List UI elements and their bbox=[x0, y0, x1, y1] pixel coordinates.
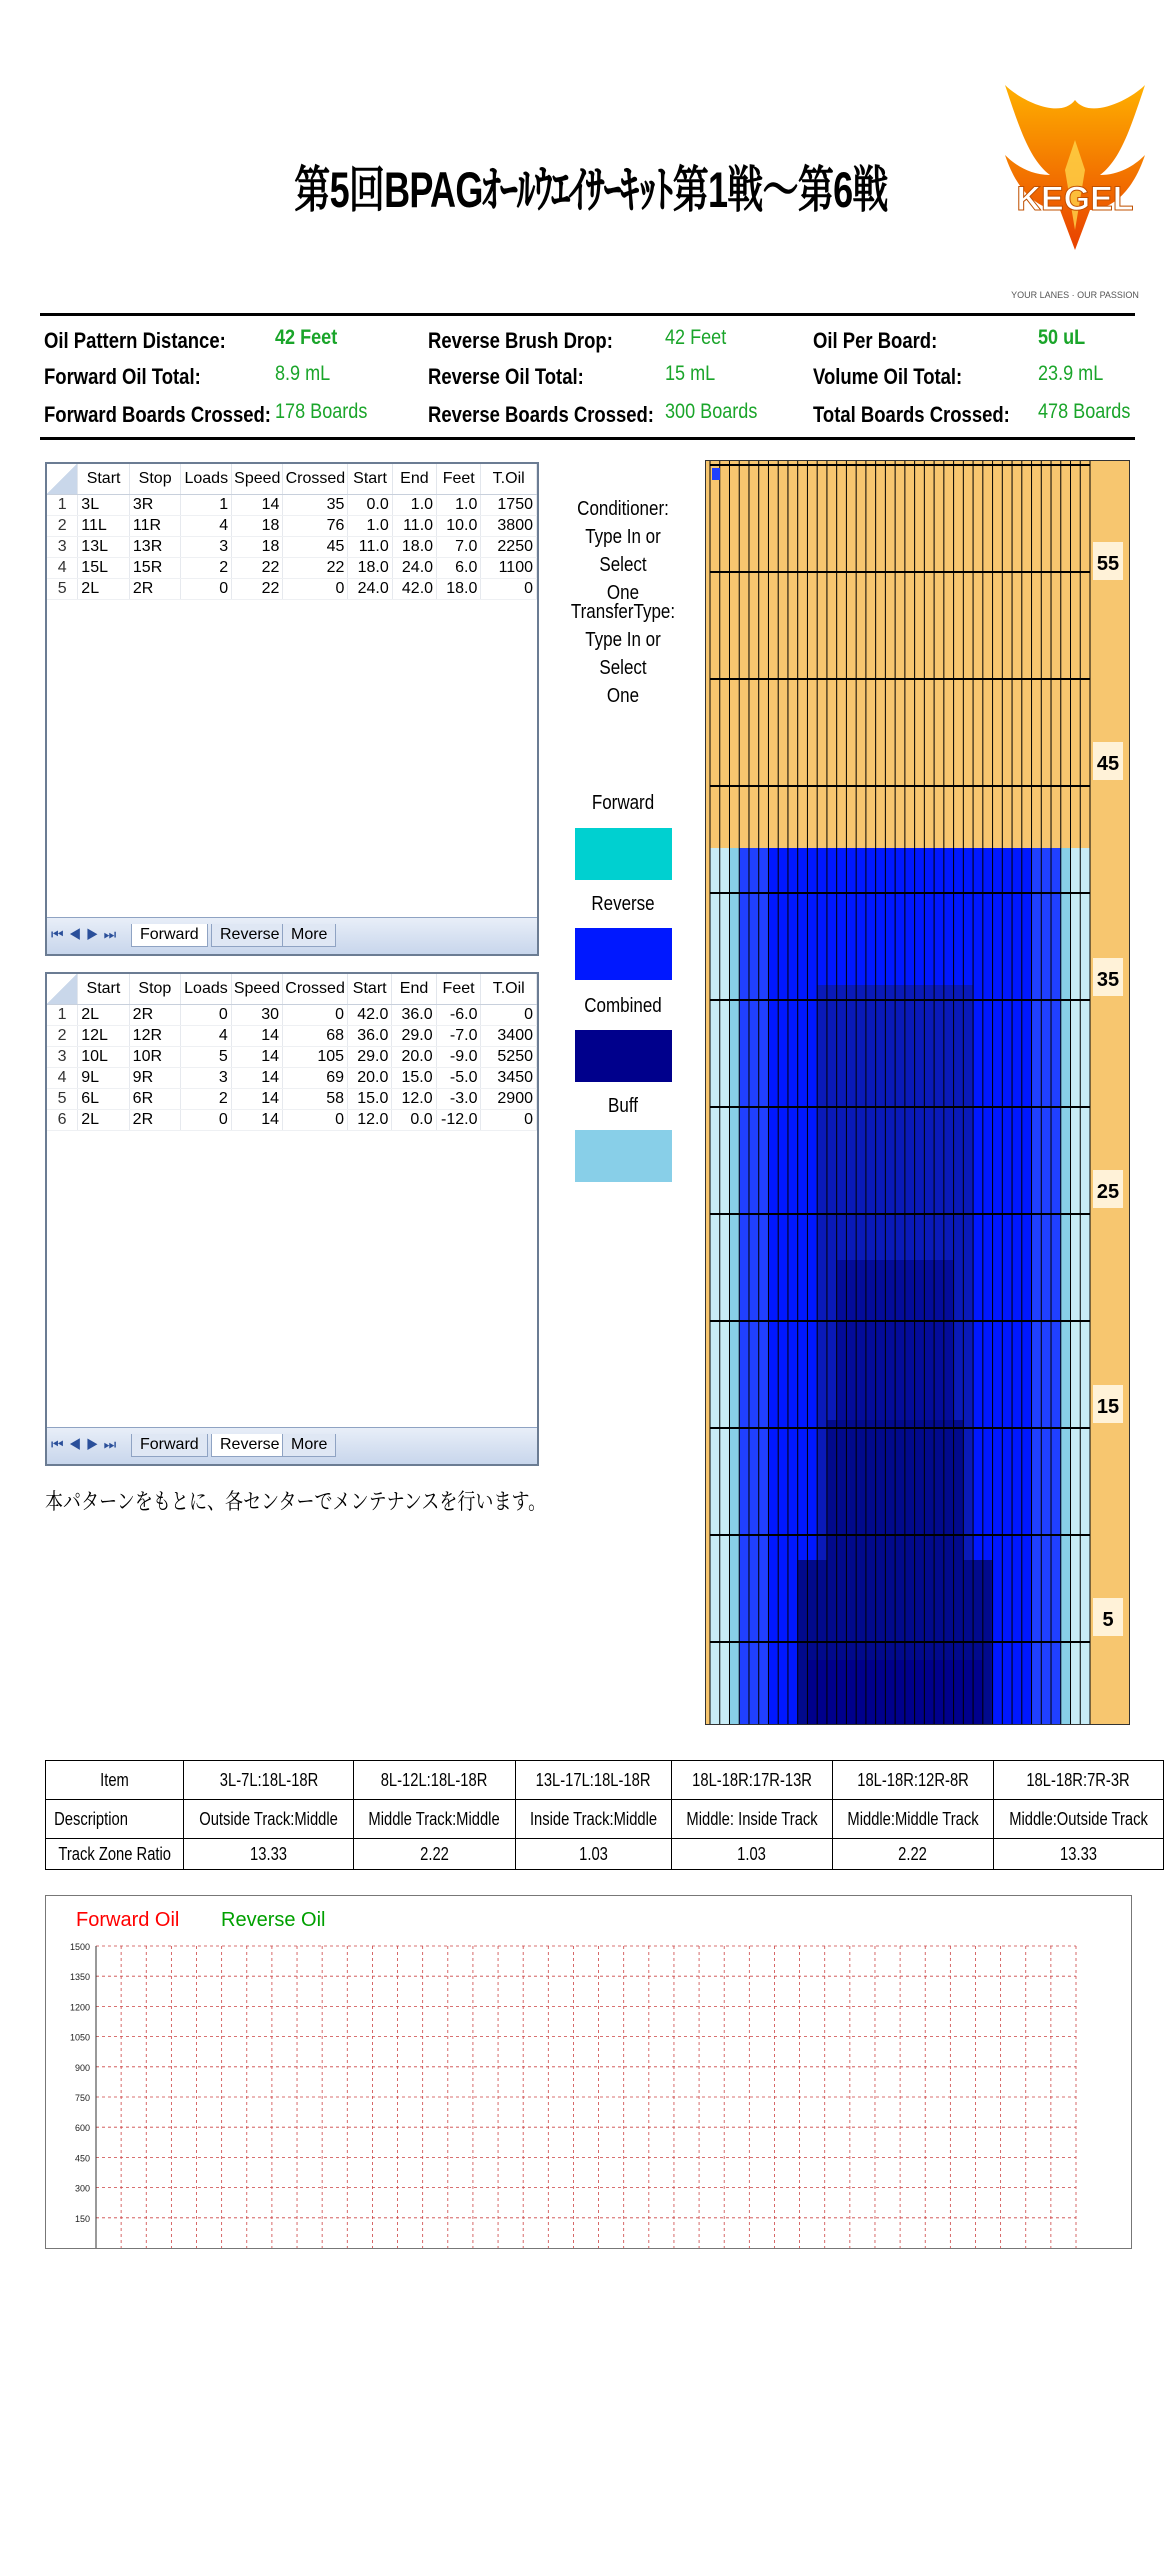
column-header[interactable]: Feet bbox=[436, 974, 481, 1005]
table-cell[interactable]: 2900 bbox=[481, 1089, 537, 1110]
table-cell[interactable]: 11.0 bbox=[392, 516, 436, 537]
column-header[interactable]: T.Oil bbox=[481, 974, 537, 1005]
table-cell[interactable]: 2 bbox=[181, 1089, 232, 1110]
table-header-row bbox=[47, 464, 537, 495]
table-cell[interactable]: 0 bbox=[283, 1110, 348, 1131]
column-header[interactable]: End bbox=[392, 464, 436, 495]
table-cell[interactable]: 2L bbox=[78, 579, 130, 600]
table-row[interactable] bbox=[47, 1110, 537, 1131]
table-cell[interactable]: 24.0 bbox=[392, 558, 436, 579]
conditioner-value: Type In or Select bbox=[585, 526, 661, 576]
table-cell[interactable]: 22 bbox=[232, 579, 283, 600]
forward-boards-crossed-value: 178 Boards bbox=[275, 400, 368, 423]
table-cell[interactable]: 18 bbox=[232, 537, 283, 558]
table-cell[interactable]: 5 bbox=[181, 1047, 232, 1068]
sheet-nav-arrows-icon[interactable]: ⏮◀▶⏭ bbox=[51, 926, 122, 942]
ratio-cell: Outside Track:Middle bbox=[199, 1808, 339, 1829]
maintenance-note: 本パターンをもとに、各センターでメンテナンスを行います。 bbox=[45, 1489, 547, 1514]
y-tick-label: 450 bbox=[74, 2153, 90, 2164]
legend-forward-swatch bbox=[575, 828, 672, 880]
table-cell[interactable]: 3400 bbox=[481, 1026, 537, 1047]
lane-distance-marker: 15 bbox=[1096, 1396, 1120, 1418]
kegel-logo bbox=[1000, 80, 1150, 305]
table-cell[interactable]: 14 bbox=[231, 1047, 282, 1068]
table-cell[interactable]: 2L bbox=[78, 1005, 129, 1026]
tab-reverse[interactable]: Reverse bbox=[211, 924, 289, 947]
oil-board bbox=[729, 848, 739, 1725]
lane-origin-marker bbox=[712, 468, 720, 480]
track-zone-ratio-table bbox=[45, 1760, 1164, 1870]
tab-forward[interactable]: Forward bbox=[131, 924, 208, 947]
table-row[interactable] bbox=[47, 1005, 537, 1026]
ratio-cell-box bbox=[993, 1761, 1163, 1800]
ratio-cell-box bbox=[46, 1800, 184, 1839]
table-cell[interactable]: 3L bbox=[78, 495, 130, 516]
table-cell[interactable]: 1100 bbox=[481, 558, 537, 579]
ratio-cell: 18L-18R:17R-13R bbox=[691, 1769, 812, 1790]
ratio-row bbox=[46, 1839, 1164, 1870]
column-header[interactable]: Speed bbox=[231, 974, 282, 1005]
ratio-cell-box bbox=[832, 1761, 993, 1800]
table-cell[interactable]: 4 bbox=[181, 1026, 232, 1047]
table-cell[interactable]: 3 bbox=[181, 1068, 232, 1089]
table-cell[interactable]: 14 bbox=[231, 1089, 282, 1110]
table-cell[interactable]: -7.0 bbox=[436, 1026, 481, 1047]
ratio-cell-box bbox=[184, 1839, 354, 1870]
y-tick-label: 1500 bbox=[69, 1942, 90, 1952]
table-cell[interactable]: 20.0 bbox=[392, 1047, 436, 1068]
table-cell[interactable]: 11.0 bbox=[348, 537, 392, 558]
reverse-boards-crossed-label: Reverse Boards Crossed: bbox=[428, 402, 654, 427]
y-tick-label: 1050 bbox=[69, 2032, 90, 2043]
table-cell[interactable]: 15.0 bbox=[348, 1089, 392, 1110]
oil-board bbox=[1002, 848, 1012, 1725]
reverse-brush-drop-label: Reverse Brush Drop: bbox=[428, 328, 613, 353]
table-cell[interactable]: 30 bbox=[231, 1005, 282, 1026]
page-title: 第5回BPAGｵｰﾙｳｴｲｻｰｷｯﾄ第1戦～第6戦 bbox=[294, 162, 888, 218]
sheet-tabs bbox=[47, 917, 537, 954]
table-cell[interactable]: 3450 bbox=[481, 1068, 537, 1089]
table-cell[interactable]: 68 bbox=[283, 1026, 348, 1047]
table-cell[interactable]: 35 bbox=[283, 495, 348, 516]
table-row[interactable] bbox=[47, 579, 537, 600]
row-number: 2 bbox=[47, 1026, 78, 1047]
ratio-row bbox=[46, 1761, 1164, 1800]
oil-chart-svg bbox=[46, 1896, 1131, 2248]
legend-reverse-oil: Reverse Oil bbox=[221, 1909, 326, 1931]
transfer-type-value: Type In or Select bbox=[585, 629, 661, 679]
table-cell[interactable]: 42.0 bbox=[348, 1005, 392, 1026]
header-rule-bottom bbox=[40, 437, 1135, 440]
table-cell[interactable]: 0 bbox=[181, 1110, 232, 1131]
table-row[interactable] bbox=[47, 495, 537, 516]
oil-board bbox=[1012, 848, 1022, 1725]
table-cell[interactable]: 6L bbox=[78, 1089, 129, 1110]
transfer-type-block[interactable] bbox=[559, 598, 687, 710]
y-tick-label: 750 bbox=[74, 2093, 90, 2103]
lane-distance-marker: 5 bbox=[1102, 1609, 1114, 1631]
table-cell[interactable]: 0 bbox=[481, 1005, 537, 1026]
tab-more[interactable]: More bbox=[282, 1434, 336, 1457]
table-cell[interactable]: 14 bbox=[231, 1068, 282, 1089]
sheet-tabs bbox=[47, 1427, 537, 1464]
column-header[interactable]: Feet bbox=[437, 464, 481, 495]
column-header[interactable]: End bbox=[392, 974, 436, 1005]
lane-distance-marker: 25 bbox=[1096, 1181, 1120, 1203]
ratio-cell-box bbox=[184, 1800, 354, 1839]
legend-buff-label: Buff bbox=[608, 1095, 638, 1117]
row-number: 5 bbox=[47, 1089, 78, 1110]
ratio-cell: 13.33 bbox=[1059, 1843, 1097, 1864]
table-cell[interactable]: 76 bbox=[283, 516, 348, 537]
table-row[interactable] bbox=[47, 558, 537, 579]
lane-distance-marker: 45 bbox=[1096, 753, 1120, 775]
ratio-cell: Middle:Outside Track bbox=[1008, 1808, 1148, 1829]
y-tick-label: 300 bbox=[74, 2183, 90, 2194]
table-cell[interactable]: -12.0 bbox=[436, 1110, 481, 1131]
y-tick-label: 1350 bbox=[69, 1972, 90, 1983]
ratio-cell: Middle Track:Middle bbox=[368, 1808, 501, 1829]
table-cell[interactable]: 12L bbox=[78, 1026, 129, 1047]
lane-distance-marker: 35 bbox=[1096, 969, 1120, 991]
volume-oil-total-value: 23.9 mL bbox=[1038, 362, 1104, 385]
oil-pattern-distance-value: 42 Feet bbox=[275, 326, 338, 349]
row-number: 3 bbox=[47, 537, 78, 558]
table-header-row bbox=[47, 974, 537, 1005]
ratio-cell-box bbox=[993, 1800, 1163, 1839]
table-cell[interactable]: 12R bbox=[129, 1026, 180, 1047]
legend-reverse-label: Reverse bbox=[591, 893, 655, 915]
column-header[interactable]: Stop bbox=[129, 464, 181, 495]
table-cell[interactable]: 22 bbox=[232, 558, 283, 579]
forward-boards-crossed-label: Forward Boards Crossed: bbox=[44, 402, 271, 427]
table-cell[interactable]: 15R bbox=[129, 558, 181, 579]
table-cell[interactable]: 10.0 bbox=[437, 516, 481, 537]
column-header[interactable]: Start bbox=[348, 464, 392, 495]
reverse-steps-table bbox=[45, 972, 539, 1466]
ratio-cell: 8L-12L:18L-18R bbox=[381, 1769, 488, 1790]
ratio-cell: 13L-17L:18L-18R bbox=[535, 1769, 651, 1790]
volume-oil-total-label: Volume Oil Total: bbox=[813, 364, 963, 389]
oil-per-board-label: Oil Per Board: bbox=[813, 328, 938, 353]
ratio-cell-box bbox=[354, 1800, 515, 1839]
table-cell[interactable]: 42.0 bbox=[392, 579, 436, 600]
oil-board bbox=[778, 848, 788, 1725]
table-row[interactable] bbox=[47, 1089, 537, 1110]
table-cell[interactable]: 4 bbox=[181, 516, 232, 537]
table-cell[interactable]: 11R bbox=[129, 516, 181, 537]
conditioner-label: Conditioner: bbox=[577, 498, 669, 520]
ratio-cell-box bbox=[671, 1761, 832, 1800]
ratio-cell-box bbox=[354, 1761, 515, 1800]
table-cell[interactable]: 2R bbox=[129, 579, 181, 600]
table-cell[interactable]: -5.0 bbox=[436, 1068, 481, 1089]
legend-buff-swatch bbox=[575, 1130, 672, 1182]
row-number: 4 bbox=[47, 558, 78, 579]
table-cell[interactable]: 14 bbox=[231, 1110, 282, 1131]
ratio-cell-box bbox=[515, 1800, 671, 1839]
table-cell[interactable]: 7.0 bbox=[437, 537, 481, 558]
oil-volume-chart bbox=[45, 1895, 1132, 2249]
legend-combined-label: Combined bbox=[584, 995, 662, 1017]
table-cell[interactable]: 20.0 bbox=[348, 1068, 392, 1089]
transfer-type-label: TransferType: bbox=[570, 601, 676, 623]
ratio-cell-box bbox=[46, 1761, 184, 1800]
ratio-cell-box bbox=[354, 1839, 515, 1870]
oil-board bbox=[788, 848, 798, 1725]
ratio-cell: 18L-18R:7R-3R bbox=[1026, 1769, 1130, 1790]
column-header[interactable]: Loads bbox=[181, 974, 232, 1005]
oil-board bbox=[739, 848, 749, 1725]
oil-board bbox=[1032, 848, 1042, 1725]
forward-table-grid bbox=[47, 464, 537, 600]
table-cell[interactable]: 2 bbox=[181, 558, 232, 579]
select-all-corner[interactable] bbox=[47, 464, 78, 495]
oil-board bbox=[1022, 848, 1032, 1725]
reverse-boards-crossed-value: 300 Boards bbox=[665, 400, 758, 423]
table-cell[interactable]: 29.0 bbox=[392, 1026, 436, 1047]
ratio-cell: Item bbox=[100, 1769, 130, 1790]
total-boards-crossed-label: Total Boards Crossed: bbox=[813, 402, 1010, 427]
table-cell[interactable]: 0 bbox=[283, 1005, 348, 1026]
lane-distance-marker: 55 bbox=[1096, 553, 1120, 575]
row-number: 1 bbox=[47, 495, 78, 516]
table-cell[interactable]: 18.0 bbox=[437, 579, 481, 600]
table-cell[interactable]: 14 bbox=[232, 495, 283, 516]
table-cell[interactable]: 58 bbox=[283, 1089, 348, 1110]
transfer-type-value-cont: One bbox=[606, 685, 640, 707]
table-cell[interactable]: 10L bbox=[78, 1047, 129, 1068]
ratio-cell: 1.03 bbox=[737, 1843, 767, 1864]
svg-text:YOUR LANES · OUR PASSION: YOUR LANES · OUR PASSION bbox=[1011, 290, 1139, 300]
column-header[interactable]: Stop bbox=[129, 974, 180, 1005]
column-header[interactable]: Loads bbox=[181, 464, 232, 495]
ratio-cell: Track Zone Ratio bbox=[58, 1843, 172, 1864]
table-row[interactable] bbox=[47, 1047, 537, 1068]
column-header[interactable]: T.Oil bbox=[481, 464, 537, 495]
ratio-cell-box bbox=[46, 1839, 184, 1870]
oil-board bbox=[1041, 848, 1051, 1725]
table-cell[interactable]: 18.0 bbox=[392, 537, 436, 558]
select-all-corner[interactable] bbox=[47, 974, 78, 1005]
table-cell[interactable]: 24.0 bbox=[348, 579, 392, 600]
ratio-cell-box bbox=[671, 1839, 832, 1870]
ratio-cell: Description bbox=[54, 1808, 128, 1829]
table-cell[interactable]: 36.0 bbox=[392, 1005, 436, 1026]
row-number: 5 bbox=[47, 579, 78, 600]
legend-combined-swatch bbox=[575, 1030, 672, 1082]
table-cell[interactable]: 29.0 bbox=[348, 1047, 392, 1068]
table-cell[interactable]: 12.0 bbox=[348, 1110, 392, 1131]
ratio-cell: Inside Track:Middle bbox=[529, 1808, 657, 1829]
table-cell[interactable]: 5250 bbox=[481, 1047, 537, 1068]
table-cell[interactable]: 3800 bbox=[481, 516, 537, 537]
row-number: 2 bbox=[47, 516, 78, 537]
tab-more[interactable]: More bbox=[282, 924, 336, 947]
lane-oil-graph bbox=[705, 460, 1130, 1725]
legend-forward-label: Forward bbox=[591, 792, 655, 814]
table-cell[interactable]: 0.0 bbox=[392, 1110, 436, 1131]
column-header[interactable]: Start bbox=[78, 464, 130, 495]
ratio-cell: 18L-18R:12R-8R bbox=[856, 1769, 969, 1790]
ratio-cell: Middle: Inside Track bbox=[686, 1808, 818, 1829]
column-header[interactable]: Speed bbox=[232, 464, 283, 495]
tab-reverse[interactable]: Reverse bbox=[211, 1434, 289, 1457]
ratio-cell: 2.22 bbox=[420, 1843, 449, 1864]
legend-forward-oil: Forward Oil bbox=[76, 1909, 180, 1931]
oil-per-board-value: 50 uL bbox=[1038, 326, 1086, 349]
forward-steps-table bbox=[45, 462, 539, 956]
table-cell[interactable]: 105 bbox=[283, 1047, 348, 1068]
table-cell[interactable]: 6R bbox=[129, 1089, 180, 1110]
y-tick-label: 1200 bbox=[69, 2002, 90, 2013]
table-cell[interactable]: 0 bbox=[481, 1110, 537, 1131]
table-cell[interactable]: 0 bbox=[481, 579, 537, 600]
ratio-cell-box bbox=[671, 1800, 832, 1839]
ratio-cell: 1.03 bbox=[578, 1843, 608, 1864]
oil-board bbox=[1071, 848, 1081, 1725]
table-cell[interactable]: 0 bbox=[283, 579, 348, 600]
ratio-cell-box bbox=[832, 1800, 993, 1839]
ratio-cell-box bbox=[184, 1761, 354, 1800]
table-cell[interactable]: 11L bbox=[78, 516, 130, 537]
table-cell[interactable]: 18.0 bbox=[348, 558, 392, 579]
forward-oil-total-label: Forward Oil Total: bbox=[44, 364, 201, 389]
table-row[interactable] bbox=[47, 537, 537, 558]
oil-board bbox=[993, 848, 1003, 1725]
table-cell[interactable]: 2R bbox=[129, 1005, 180, 1026]
oil-board bbox=[720, 848, 730, 1725]
oil-board bbox=[759, 848, 769, 1725]
column-header[interactable]: Crossed bbox=[283, 464, 348, 495]
table-cell[interactable]: 2R bbox=[129, 1110, 180, 1131]
table-row[interactable] bbox=[47, 516, 537, 537]
table-cell[interactable]: 9L bbox=[78, 1068, 129, 1089]
conditioner-value-cont: One bbox=[606, 582, 640, 604]
ratio-cell-box bbox=[832, 1839, 993, 1870]
table-cell[interactable]: 15.0 bbox=[392, 1068, 436, 1089]
row-number: 1 bbox=[47, 1005, 78, 1026]
tab-forward[interactable]: Forward bbox=[131, 1434, 208, 1457]
ratio-cell: Middle:Middle Track bbox=[847, 1808, 979, 1829]
oil-board bbox=[1051, 848, 1061, 1725]
column-header[interactable]: Start bbox=[348, 974, 392, 1005]
ratio-row bbox=[46, 1800, 1164, 1839]
forward-oil-total-value: 8.9 mL bbox=[275, 362, 331, 385]
table-cell[interactable]: 1750 bbox=[481, 495, 537, 516]
table-cell[interactable]: 14 bbox=[231, 1026, 282, 1047]
table-cell[interactable]: 0 bbox=[181, 579, 232, 600]
table-cell[interactable]: 0 bbox=[181, 1005, 232, 1026]
table-cell[interactable]: 1.0 bbox=[392, 495, 436, 516]
row-number: 4 bbox=[47, 1068, 78, 1089]
ratio-cell: 13.33 bbox=[250, 1843, 288, 1864]
conditioner-block[interactable] bbox=[559, 495, 687, 607]
reverse-table-grid bbox=[47, 974, 537, 1131]
oil-board bbox=[1080, 848, 1090, 1725]
table-cell[interactable]: 12.0 bbox=[392, 1089, 436, 1110]
table-cell[interactable]: 10R bbox=[129, 1047, 180, 1068]
table-row[interactable] bbox=[47, 1026, 537, 1047]
row-number: 6 bbox=[47, 1110, 78, 1131]
reverse-brush-drop-value: 42 Feet bbox=[665, 326, 727, 349]
reverse-oil-total-value: 15 mL bbox=[665, 362, 716, 385]
table-cell[interactable]: 22 bbox=[283, 558, 348, 579]
y-tick-label: 600 bbox=[74, 2123, 90, 2134]
table-cell[interactable]: -6.0 bbox=[436, 1005, 481, 1026]
table-cell[interactable]: 18 bbox=[232, 516, 283, 537]
y-tick-label: 900 bbox=[74, 2062, 90, 2073]
ratio-cell-box bbox=[515, 1839, 671, 1870]
oil-board bbox=[710, 848, 720, 1725]
table-cell[interactable]: 69 bbox=[283, 1068, 348, 1089]
table-cell[interactable]: 2L bbox=[78, 1110, 129, 1131]
table-cell[interactable]: 3 bbox=[181, 537, 232, 558]
header-rule-top bbox=[40, 313, 1135, 316]
legend-reverse-swatch bbox=[575, 928, 672, 980]
ratio-cell-box bbox=[993, 1839, 1163, 1870]
ratio-cell: 3L-7L:18L-18R bbox=[219, 1769, 319, 1790]
table-cell[interactable]: -9.0 bbox=[436, 1047, 481, 1068]
row-number: 3 bbox=[47, 1047, 78, 1068]
column-header[interactable]: Start bbox=[78, 974, 129, 1005]
total-boards-crossed-value: 478 Boards bbox=[1038, 400, 1131, 423]
table-cell[interactable]: 36.0 bbox=[348, 1026, 392, 1047]
table-cell[interactable]: 9R bbox=[129, 1068, 180, 1089]
table-cell[interactable]: 3R bbox=[129, 495, 181, 516]
oil-board bbox=[1061, 848, 1071, 1725]
table-cell[interactable]: 1 bbox=[181, 495, 232, 516]
oil-board bbox=[768, 848, 778, 1725]
oil-board bbox=[749, 848, 759, 1725]
reverse-oil-total-label: Reverse Oil Total: bbox=[428, 364, 584, 389]
table-cell[interactable]: 45 bbox=[283, 537, 348, 558]
sheet-nav-arrows-icon[interactable]: ⏮◀▶⏭ bbox=[51, 1436, 122, 1452]
table-cell[interactable]: 13L bbox=[78, 537, 130, 558]
ratio-cell: 2.22 bbox=[898, 1843, 928, 1864]
table-row[interactable] bbox=[47, 1068, 537, 1089]
ratio-cell-box bbox=[515, 1761, 671, 1800]
table-cell[interactable]: 13R bbox=[129, 537, 181, 558]
table-cell[interactable]: 1.0 bbox=[437, 495, 481, 516]
table-cell[interactable]: 2250 bbox=[481, 537, 537, 558]
table-cell[interactable]: 0.0 bbox=[348, 495, 392, 516]
table-cell[interactable]: 15L bbox=[78, 558, 130, 579]
oil-pattern-distance-label: Oil Pattern Distance: bbox=[44, 328, 226, 353]
svg-text:KEGEL: KEGEL bbox=[1016, 180, 1134, 218]
table-cell[interactable]: -3.0 bbox=[436, 1089, 481, 1110]
y-tick-label: 150 bbox=[74, 2213, 90, 2224]
table-cell[interactable]: 6.0 bbox=[437, 558, 481, 579]
column-header[interactable]: Crossed bbox=[283, 974, 348, 1005]
table-cell[interactable]: 1.0 bbox=[348, 516, 392, 537]
